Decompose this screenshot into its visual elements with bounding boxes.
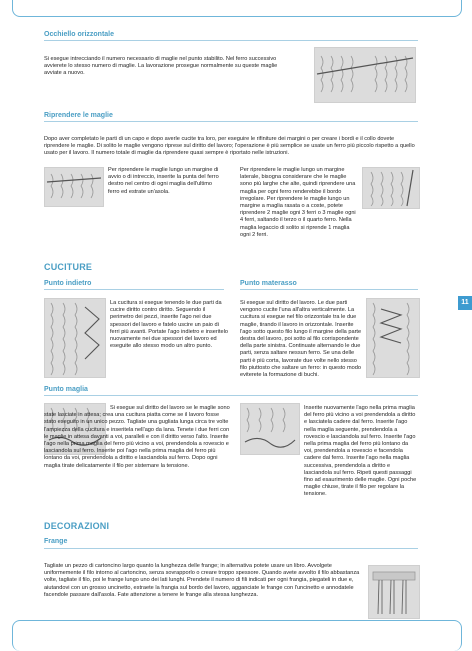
knit-stitch-drawing <box>315 48 415 102</box>
riprendere-text: Dopo aver completato le parti di un capo e dopo averle cucite tra loro, per eseguire le rifiniture dei margini o per creare i bordi e il collo dovete riprendere le maglie. Di solito le maglie vengono riprese sul diritto del lavoro; l'operazione è più semplice se usate un ferro più piccolo rispetto a quello usato per il lavoro. Il numero totale di maglie da riprendere quasi sempre è riportato nelle istruzioni. <box>44 136 415 157</box>
heading-punto-maglia: Punto maglia <box>44 386 88 393</box>
punto-indietro-illustration <box>44 298 106 378</box>
heading-frange: Frange <box>44 538 68 545</box>
divider <box>44 40 418 41</box>
knit-stitch-drawing <box>241 404 299 454</box>
knit-stitch-drawing <box>363 168 419 208</box>
punto-maglia-right-illustration <box>240 403 300 455</box>
frange-illustration <box>368 565 420 619</box>
riprendere-left-text: Per riprendere le maglie lungo un margine di avvio o di intreccio, inserite la punta del ferro destro nel centro di ogni maglia dell'ultimo ferro ed estrate un'asola. <box>108 167 219 195</box>
punto-materasso-illustration <box>366 298 420 378</box>
punto-maglia-right-text: Inserite nuovamente l'ago nella prima maglia del ferro più vicino a voi prendendola a diritto e lasciatela cadere dal ferro. Inserite l'ago nella maglia seguente, prendendola a rovescio e lasciandola sul ferro. Inserite l'ago nella prima maglia del ferro più lontano da voi, prendendola a rovescio e facendola cadere dal ferro. Inserite l'ago nella maglia successiva, prendendola a diritto e lasciandola sul ferro. Ripeti questi passaggi fino ad esaurimento delle maglie. Ogni poche maglie chiuse, tirate il filo per regolare la tensione. <box>304 405 417 498</box>
riprendere-left-illustration <box>44 167 104 207</box>
knit-stitch-drawing <box>45 299 105 377</box>
divider <box>44 395 418 396</box>
occhiello-text: Si esegue intrecciando il numero necessario di maglie nel punto stabilito. Nel ferro successivo avvierete lo stesso numero di maglie. La lavorazione prosegue normalmente su queste maglie avviate a nuovo. <box>44 56 278 77</box>
punto-maglia-left-text: Si esegue sul diritto del lavoro se le maglie sono state lasciate in attesa; crea una cucitura piatta come se il lavoro fosse stato eseguito in un unico pezzo. Tagliate una gugliata lunga circa tre volte l'ampiezza della cucitura e inseritela nell'ago da lana. Tenete i due ferri con le maglie in attesa davanti a voi, paralleli e con il diritto verso l'alto. Inserite l'ago nella prima maglia del ferro più vicino a voi, prendendola a rovescio e lasciandola sul ferro. Inserite poi l'ago nella prima maglia del ferro più lontano da voi, prendendola a diritto e lasciandola sul ferro. Dopo ogni maglia tirate delicatamente il filo per sistemare la tensione. <box>44 405 230 469</box>
knit-stitch-drawing <box>367 299 419 377</box>
occhiello-illustration <box>314 47 416 103</box>
heading-decorazioni: DECORAZIONI <box>44 521 110 531</box>
heading-occhiello: Occhiello orizzontale <box>44 31 115 38</box>
heading-punto-indietro: Punto indietro <box>44 280 92 287</box>
divider <box>44 121 418 122</box>
page-number-tab: 11 <box>458 296 472 310</box>
divider <box>44 548 418 549</box>
page-frame-top <box>12 0 462 17</box>
punto-indietro-text: La cucitura si esegue tenendo le due parti da cucire diritto contro diritto. Seguendo il perimetro dei pezzi, inserite l'ago nei due spessori del lavoro e fatelo uscire un paio di ferri più avanti. Portate l'ago indietro e inseritelo nuovamente nei due spessori del lavoro ed eseguite allo stesso modo un altro punto. <box>110 300 228 350</box>
heading-riprendere: Riprendere le maglie <box>44 112 113 119</box>
punto-materasso-text: Si esegue sul diritto del lavoro. Le due parti vengono cucite l'una all'altra verticalmente. La cucitura si esegue nel filo orizzontale tra le due maglie, tirando il lavoro in orizzontale. Inserite l'ago sotto questo filo lungo il margine della parte destra del lavoro, poi sotto al filo corrispondente della parte sinistra. Continuate alternando le due parti, senza saltare nessun ferro. Se una delle parti è più corta, lavorate due volte nello stesso filo piuttosto che saltare un ferro: in questo modo eviterete la formazione di buchi. <box>240 300 362 379</box>
divider <box>44 289 224 290</box>
heading-punto-materasso: Punto materasso <box>240 280 297 287</box>
heading-cuciture: CUCITURE <box>44 262 93 272</box>
page-frame-bottom <box>12 620 462 651</box>
knit-stitch-drawing <box>45 168 103 206</box>
riprendere-right-text: Per riprendere le maglie lungo un margine laterale, bisogna considerare che le maglie sono più larghe che alte, quindi riprendere una maglia per ogni ferro renderebbe il bordo irregolare. Per riprendere le maglie lungo un margine a maglia rasata o a coste, potete riprendere 2 maglie ogni 3 ferri o 3 maglie ogni 4 ferri, saltando il terzo o il quarto ferro. Nella maglia legaccio di solito si riprende 1 maglia ogni 2 ferri. <box>240 167 356 238</box>
fringe-drawing <box>369 566 419 618</box>
frange-text: Tagliate un pezzo di cartoncino largo quanto la lunghezza delle frange; in alternativa potete usare un libro. Avvolgete uniformemente il filo intorno al cartoncino, senza sovrapporlo o creare troppo spessore. Quando avete avvolto il filo abbastanza volte, tagliate il filo, poi le frange lungo uno dei lati lunghi. Prendete il numero di fili indicati per ogni frangia, piegateli in due e, aiutandovi con un grosso uncinetto, estraete la frangia sul bordo del lavoro, agganciate le frange con l'uncinetto e annodatele facendole passare dall'asola. Fate attenzione a tenere le frange alla stessa lunghezza. <box>44 563 360 598</box>
riprendere-right-illustration <box>362 167 420 209</box>
divider <box>240 289 418 290</box>
